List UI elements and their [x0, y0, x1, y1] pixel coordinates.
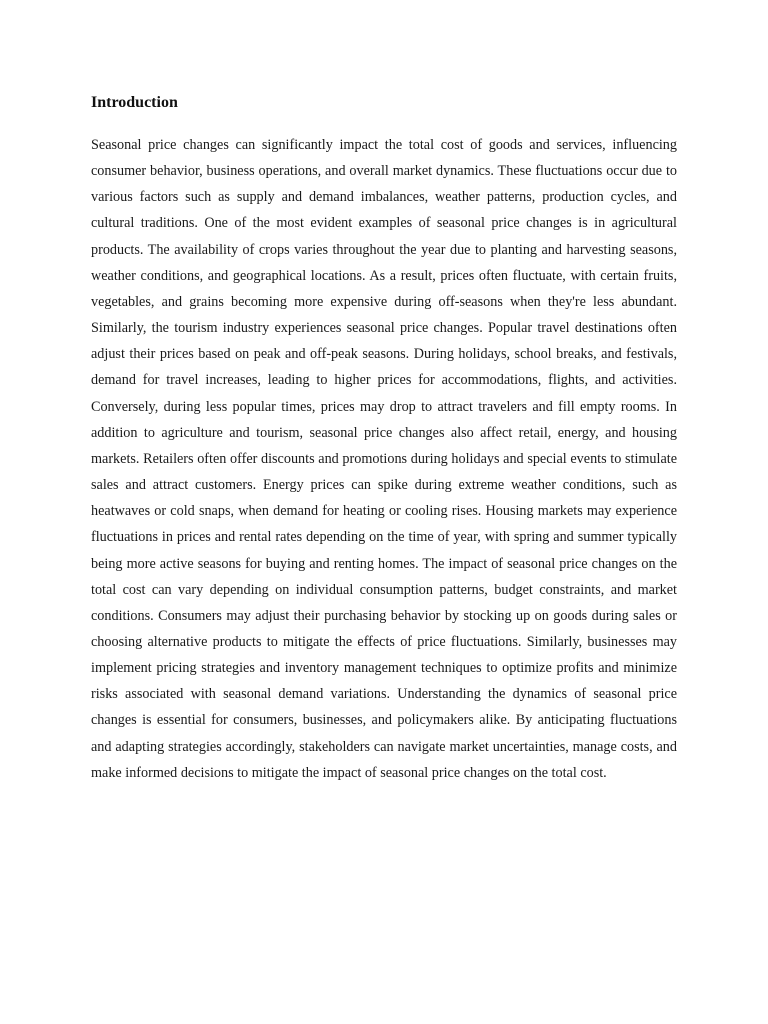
body-paragraph: Seasonal price changes can significantly impact the total cost of goods and services, influencing consumer behavior, business operations, and overall market dynamics. These fluctuations occur due to various factors such as supply and demand imbalances, weather patterns, production cycles, and cultural traditions. One of the most evident examples of seasonal price changes is in agricultural products. The availability of crops varies throughout the year due to planting and harvesting seasons, weather conditions, and geographical locations. As a result, prices often fluctuate, with certain fruits, vegetables, and grains becoming more expensive during off-seasons when they're less abundant. Similarly, the tourism industry experiences seasonal price changes. Popular travel destinations often adjust their prices based on peak and off-peak seasons. During holidays, school breaks, and festivals, demand for travel increases, leading to higher prices for accommodations, flights, and activities. Conversely, during less popular times, prices may drop to attract travelers and fill empty rooms. In addition to agriculture and tourism, seasonal price changes also affect retail, energy, and housing markets. Retailers often offer discounts and promotions during holidays and special events to stimulate sales and attract customers. Energy prices can spike during extreme weather conditions, such as heatwaves or cold snaps, when demand for heating or cooling rises. Housing markets may experience fluctuations in prices and rental rates depending on the time of year, with spring and summer typically being more active seasons for buying and renting homes. The impact of seasonal price changes on the total cost can vary depending on individual consumption patterns, budget constraints, and market conditions. Consumers may adjust their purchasing behavior by stocking up on goods during sales or choosing alternative products to mitigate the effects of price fluctuations. Similarly, businesses may implement pricing strategies and inventory management techniques to optimize profits and minimize risks associated with seasonal demand variations. Understanding the dynamics of seasonal price changes is essential for consumers, businesses, and policymakers alike. By anticipating fluctuations and adapting strategies accordingly, stakeholders can navigate market uncertainties, manage costs, and make informed decisions to mitigate the impact of seasonal price changes on the total cost. — [91, 137, 677, 781]
section-heading: Introduction — [91, 94, 178, 111]
